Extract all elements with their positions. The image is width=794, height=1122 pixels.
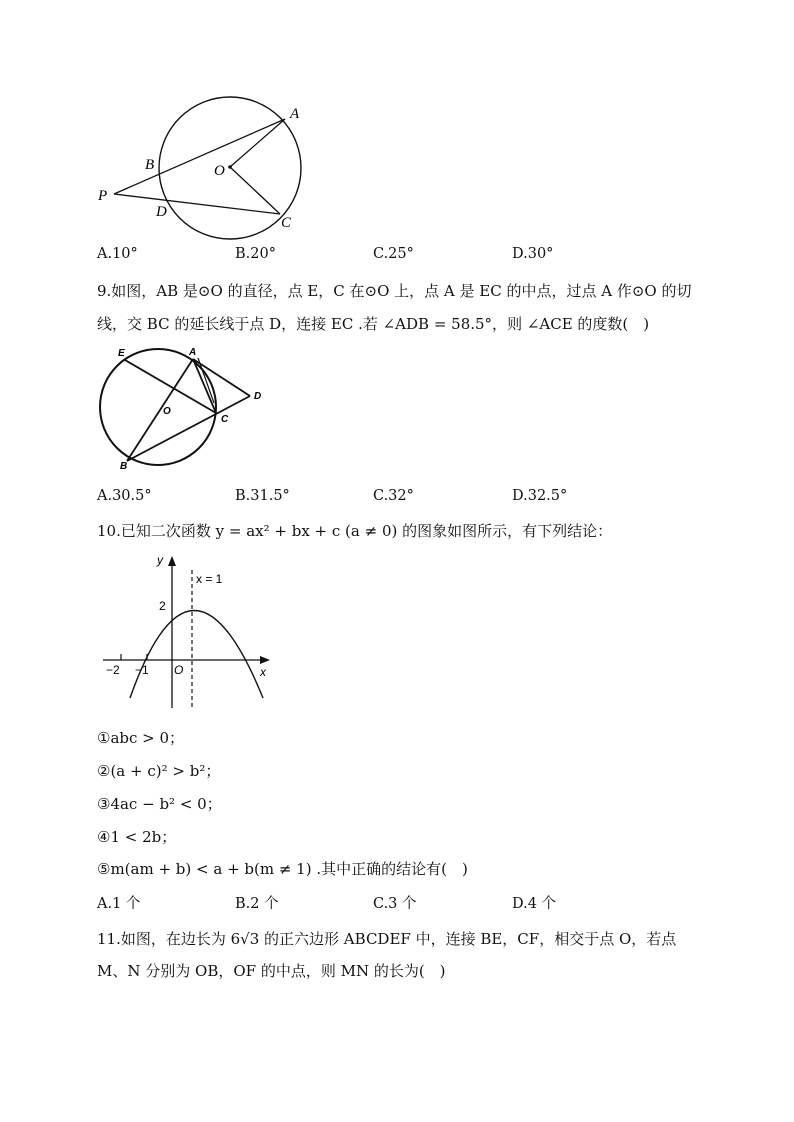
label-b: B xyxy=(145,157,155,173)
q9-option-d[interactable]: D.32.5° xyxy=(512,488,568,504)
label-d: D xyxy=(156,204,167,220)
label-e: E xyxy=(118,348,125,359)
origin-label: O xyxy=(174,663,184,677)
label-c: C xyxy=(221,414,229,425)
q11-stem-line2: M、N 分别为 OB，OF 的中点，则 MN 的长为( ) xyxy=(97,962,446,980)
q9-option-a[interactable]: A.30.5° xyxy=(97,488,152,504)
figure-q8 xyxy=(90,88,320,238)
q10-conclusion-2: ②(a + c)² > b²； xyxy=(97,762,221,780)
q10-option-b[interactable]: B.2 个 xyxy=(235,896,279,912)
x-axis-arrow xyxy=(260,656,270,664)
diameter-ab xyxy=(127,359,193,461)
x-axis-label: x xyxy=(260,665,266,679)
symmetry-label: x = 1 xyxy=(196,572,223,586)
q9-stem-line2: 线，交 BC 的延长线于点 D，连接 EC .若 ∠ADB = 58.5°，则 ∠ACE 的度数( ) xyxy=(97,315,650,333)
q9-option-b[interactable]: B.31.5° xyxy=(235,488,290,504)
q9-option-c[interactable]: C.32° xyxy=(373,488,414,504)
q11-stem-line1: 11.如图，在边长为 6√3 的正六边形 ABCDEF 中，连接 BE，CF，相交于点 O，若点 xyxy=(97,930,677,948)
center-point xyxy=(228,165,232,169)
q10-conclusion-1: ①abc > 0； xyxy=(97,729,185,747)
label-a: A xyxy=(189,347,197,358)
line-pc xyxy=(114,194,280,214)
label-a: A xyxy=(290,106,300,122)
tick-label-neg2: −2 xyxy=(106,663,120,677)
q10-option-d[interactable]: D.4 个 xyxy=(512,896,557,912)
label-o: O xyxy=(163,406,171,417)
q9-stem-line1: 9.如图，AB 是⊙O 的直径，点 E，C 在⊙O 上，点 A 是 EC 的中点，过点 A 作⊙O 的切 xyxy=(97,282,692,300)
label-p: P xyxy=(98,188,108,204)
line-bd xyxy=(127,396,250,461)
segment-oc xyxy=(230,167,280,214)
q8-option-b[interactable]: B.20° xyxy=(235,246,276,262)
q8-option-c[interactable]: C.25° xyxy=(373,246,414,262)
q10-option-c[interactable]: C.3 个 xyxy=(373,896,417,912)
q10-conclusion-3: ③4ac − b² < 0； xyxy=(97,795,222,813)
circle-o xyxy=(100,349,216,465)
label-o: O xyxy=(214,163,225,179)
q8-option-a[interactable]: A.10° xyxy=(97,246,138,262)
line-pa xyxy=(114,119,285,194)
label-b: B xyxy=(120,461,128,472)
figure-q9 xyxy=(98,345,268,473)
tick-label-neg1: −1 xyxy=(135,663,149,677)
parabola-curve xyxy=(130,611,263,699)
y-intercept-label: 2 xyxy=(159,599,166,613)
circle-secant-diagram xyxy=(90,88,320,238)
segment-aux xyxy=(198,358,214,403)
y-axis-arrow xyxy=(168,556,176,566)
segment-oa xyxy=(230,119,285,167)
q8-option-d[interactable]: D.30° xyxy=(512,246,554,262)
y-axis-label: y xyxy=(157,553,163,567)
q10-conclusion-5: ⑤m(am + b) < a + b(m ≠ 1) .其中正确的结论有( ) xyxy=(97,860,468,878)
circle-tangent-diagram xyxy=(98,345,268,473)
label-c: C xyxy=(281,215,292,231)
q10-option-a[interactable]: A.1 个 xyxy=(97,896,141,912)
parabola-graph xyxy=(98,548,278,713)
q10-stem: 10.已知二次函数 y = ax² + bx + c (a ≠ 0) 的图象如图所示，有下列结论： xyxy=(97,522,613,540)
q10-conclusion-4: ④1 < 2b； xyxy=(97,828,177,846)
label-d: D xyxy=(254,391,262,402)
figure-q10-graph xyxy=(98,548,278,713)
